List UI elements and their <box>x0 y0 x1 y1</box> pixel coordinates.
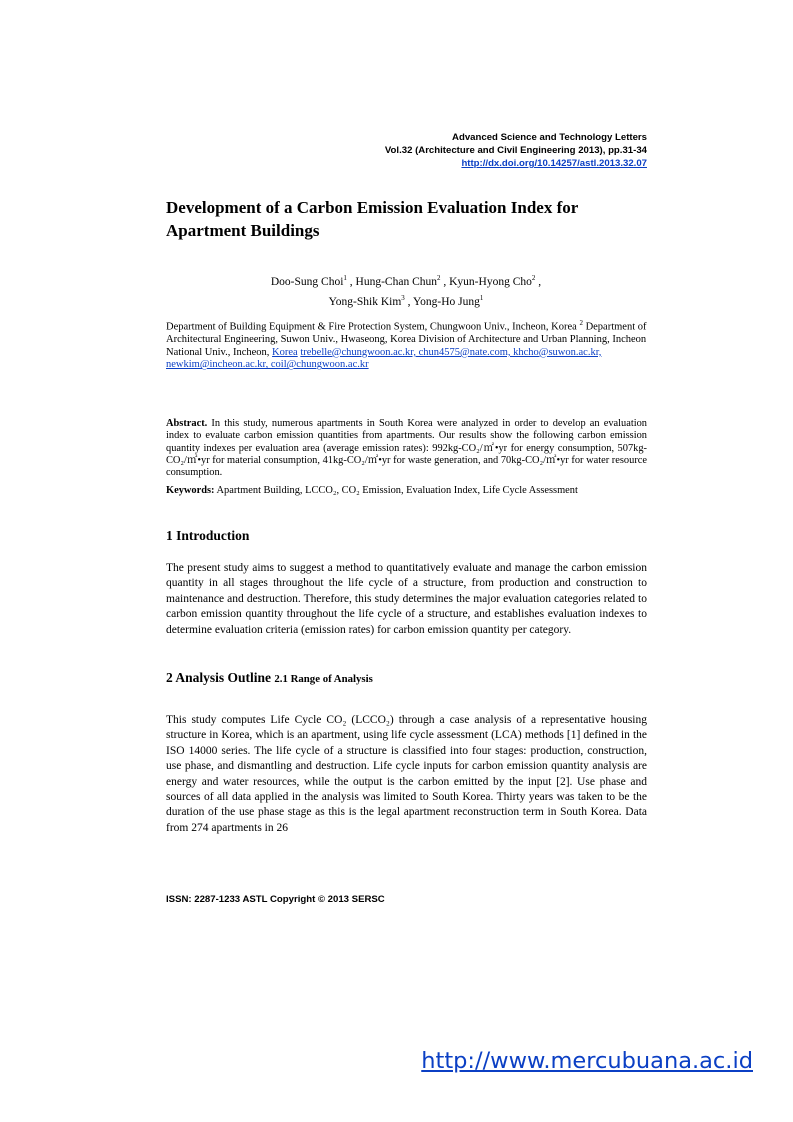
watermark-url-link[interactable]: http://www.mercubuana.ac.id <box>421 1048 753 1074</box>
author-superscript: 2 <box>531 274 536 282</box>
author-name: Yong-Shik Kim <box>328 295 402 308</box>
keywords-text: Apartment Building, LCCO₂, CO₂ Emission, Evaluation Index, Life Cycle Assessment <box>216 485 578 496</box>
paper-title: Development of a Carbon Emission Evaluation Index for Apartment Buildings <box>166 198 578 240</box>
doi-link[interactable]: http://dx.doi.org/10.14257/astl.2013.32.07 <box>461 158 647 169</box>
author-superscript: 1 <box>479 293 484 302</box>
abstract-text: In this study, numerous apartments in South Korea were analyzed in order to develop an evaluation index to evaluate carbon emission quantities from apartments. Our results show the following carbon emission quantity indexes per evaluation area (average emission rates): 992kg-CO₂/㎡•yr for energy consumption, 507kg-CO₂/㎡•yr for material consumption, 41kg-CO₂/㎡•yr for waste generation, and 70kg-CO₂/㎡•yr for water resource consumption. <box>166 418 647 479</box>
author-list <box>166 270 646 310</box>
keywords-label: Keywords: <box>166 485 215 496</box>
section-2-title: 2 Analysis Outline <box>166 670 272 685</box>
affiliation-1: Department of Building Equipment & Fire Protection System, Chungwoon Univ., Incheon, Korea <box>166 321 577 333</box>
abstract <box>166 418 647 479</box>
section-2-paragraph: This study computes Life Cycle CO₂ (LCCO₂) through a case analysis of a representative housing structure in Korea, which is an apartment, using life cycle assessment (LCA) methods [1] defined in the ISO 14000 series. The life cycle of a structure is classified into four stages: production, construction, use phase, and dismantling and destruction. Life cycle inputs for carbon emission quantity analysis are energy and water resources, while the output is the carbon emitted by the input [2]. Use phase and sources of all data applied in the analysis was limited to South Korea. Thirty years was taken to be the duration of the use phase stage as this is the legal apartment reconstruction term in South Korea. Data from 274 apartments in 26 <box>166 714 647 834</box>
section-2-heading <box>166 670 373 686</box>
section-1-heading: 1 Introduction <box>166 528 250 543</box>
abstract-label: Abstract. <box>166 418 208 429</box>
journal-name: Advanced Science and Technology Letters <box>452 132 647 143</box>
author-line-1: Doo-Sung Choi$^1$ , Hung-Chan Chun$^2$ , Kyun-Hyong Cho$^2$ , <box>270 274 542 288</box>
author-superscript: 2 <box>437 274 441 282</box>
author-name: Kyun-Hyong Cho <box>449 275 532 288</box>
affiliation-3: Division of Architecture and Urban Planning, Incheon National Univ., Incheon, <box>166 334 647 358</box>
section-1-paragraph: The present study aims to suggest a method to quantitatively evaluate and manage the carbon emission quantity in all stages throughout the life cycle of a structure, from production and construction to maintenance and destruction. Therefore, this study determines the major evaluation categories related to carbon emission quantity throughout the life cycle of a structure, and establishes evaluation indexes to determine evaluation criteria (emission rates) for carbon emission quantity per category. <box>166 562 647 636</box>
country-link[interactable]: Korea <box>272 346 298 358</box>
keywords <box>166 484 650 497</box>
author-name: Doo-Sung Choi <box>270 275 344 288</box>
affiliations <box>166 317 650 372</box>
copyright-footer: ISSN: 2287-1233 ASTL Copyright © 2013 SERSC <box>166 894 385 905</box>
author-superscript: 3 <box>401 293 405 302</box>
affiliation-2: Department of Architectural Engineering, Suwon Univ., Hwaseong, Korea <box>166 321 647 346</box>
author-name: Yong-Ho Jung <box>412 295 480 308</box>
journal-volume: Vol.32 (Architecture and Civil Engineering 2013), pp.31-34 <box>384 145 647 156</box>
author-line-2: Yong-Shik Kim$^3$ , Yong-Ho Jung$^1$ <box>328 293 484 308</box>
journal-header <box>385 131 647 170</box>
email-links[interactable]: trebelle@chungwoon.ac.kr, chun4575@nate.com, khcho@suwon.ac.kr, newkim@incheon.ac.kr, coil@chungwoon.ac.kr <box>166 346 602 371</box>
author-name: Hung-Chan Chun <box>355 275 437 288</box>
author-superscript: 1 <box>343 274 347 282</box>
subsection-2-1-title: 2.1 Range of Analysis <box>274 673 373 685</box>
affiliation-2-superscript: 2 <box>579 319 583 327</box>
